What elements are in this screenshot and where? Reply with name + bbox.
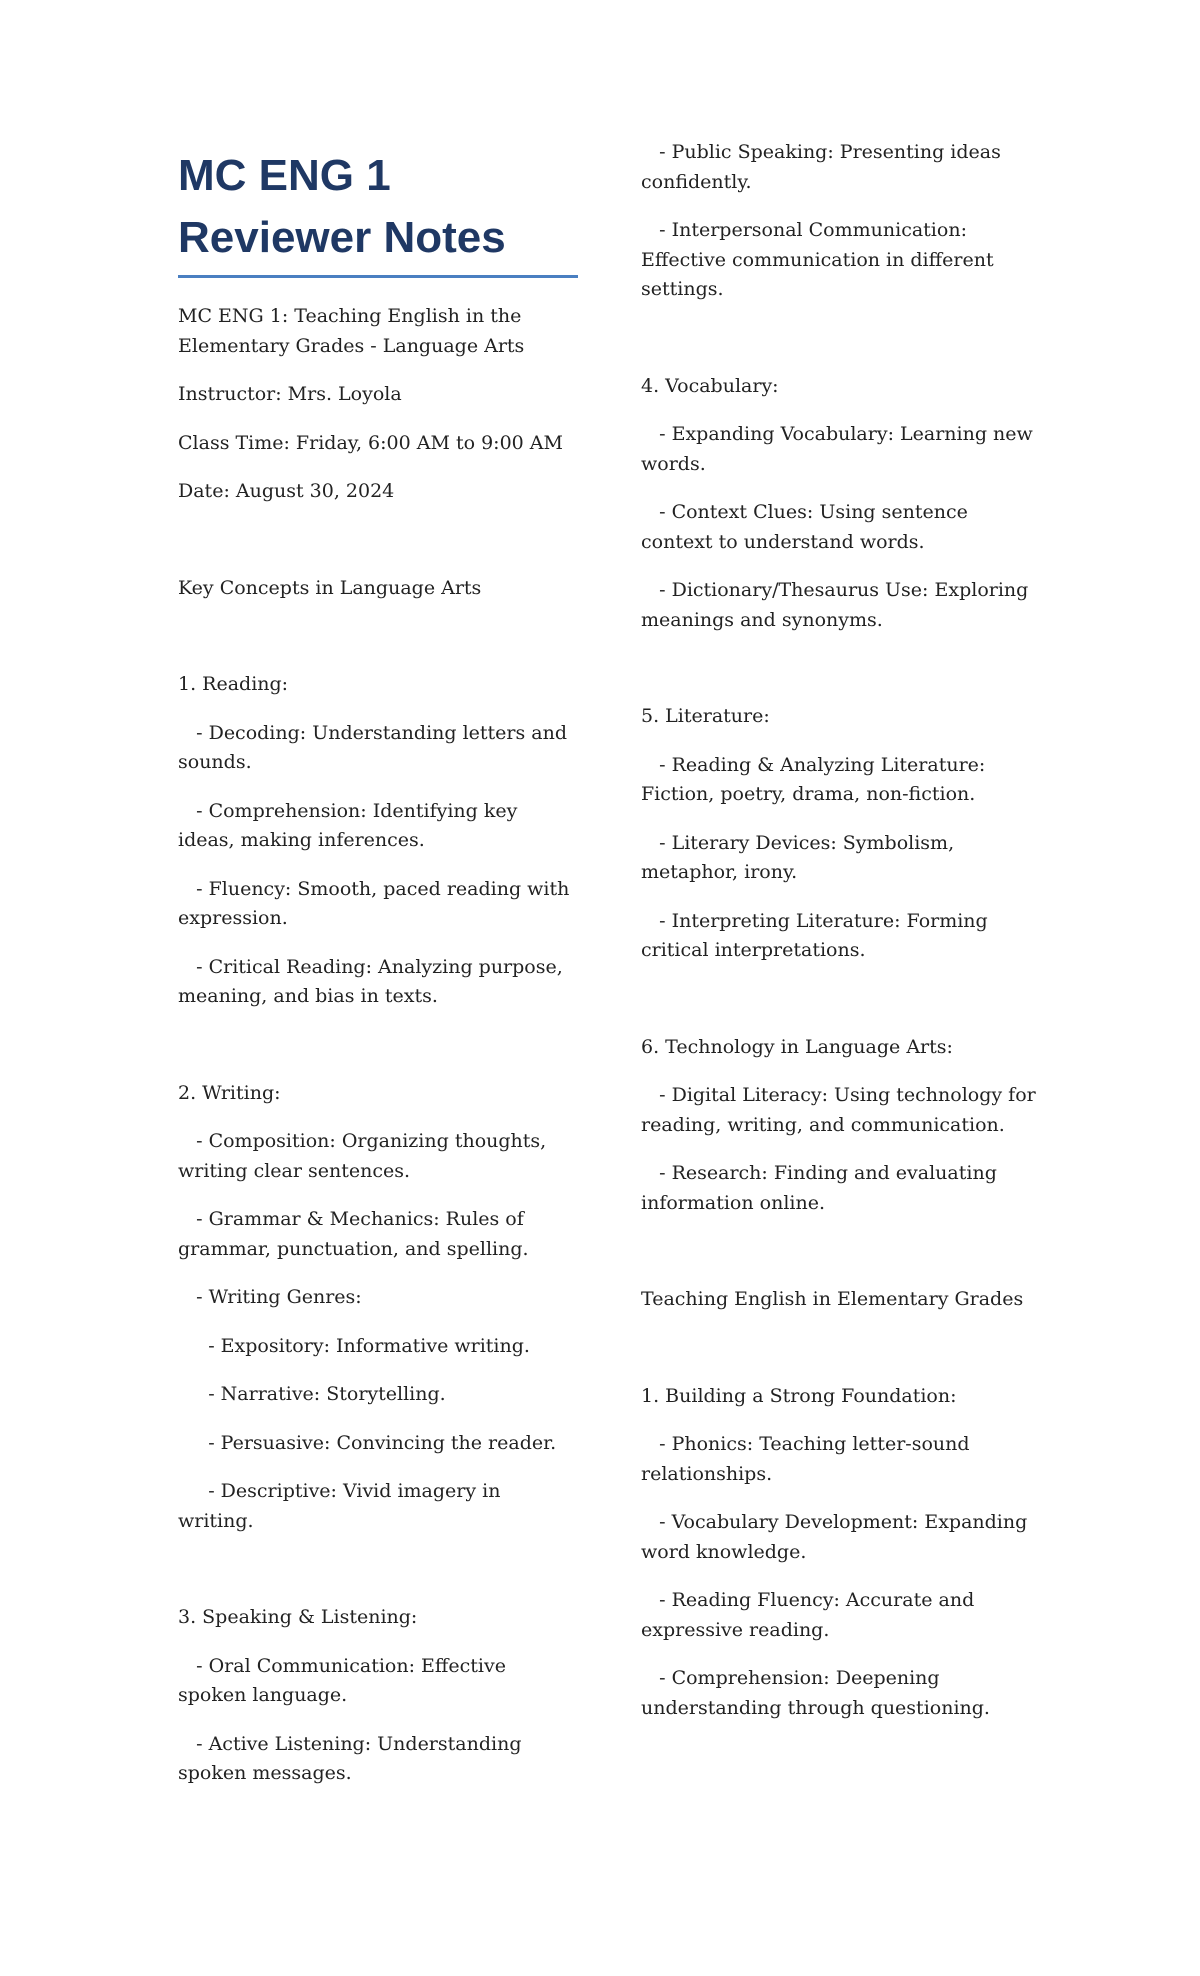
list-item: - Composition: Organizing thoughts, writing clear sentences. bbox=[178, 1130, 553, 1182]
section-heading-speaking: 3. Speaking & Listening: bbox=[178, 1606, 418, 1628]
list-item: - Public Speaking: Presenting ideas confidently. bbox=[641, 141, 1007, 193]
list-item: - Digital Literacy: Using technology for reading, writing, and communication. bbox=[641, 1084, 1042, 1136]
class-time-line: Class Time: Friday, 6:00 AM to 9:00 AM bbox=[178, 431, 563, 454]
list-item: - Writing Genres: bbox=[178, 1286, 362, 1308]
list-item: - Grammar & Mechanics: Rules of grammar, punctuation, and spelling. bbox=[178, 1208, 530, 1260]
list-item: - Critical Reading: Analyzing purpose, meaning, and bias in texts. bbox=[178, 955, 569, 1007]
list-item: - Active Listening: Understanding spoken messages. bbox=[178, 1732, 528, 1784]
left-column bbox=[178, 145, 578, 1808]
teaching-heading: Teaching English in Elementary Grades bbox=[641, 1288, 1024, 1310]
date-line: Date: August 30, 2024 bbox=[178, 480, 395, 502]
list-item: - Reading & Analyzing Literature: Fiction, poetry, drama, non-fiction. bbox=[641, 753, 992, 805]
list-item: - Oral Communication: Effective spoken language. bbox=[178, 1654, 513, 1706]
list-item: - Narrative: Storytelling. bbox=[178, 1383, 446, 1405]
section-heading-technology: 6. Technology in Language Arts: bbox=[641, 1035, 953, 1058]
instructor-line: Instructor: Mrs. Loyola bbox=[178, 383, 402, 405]
right-column bbox=[641, 138, 1041, 1742]
list-item: - Persuasive: Convincing the reader. bbox=[178, 1431, 557, 1454]
list-item: - Fluency: Smooth, paced reading with expression. bbox=[178, 877, 576, 929]
list-item: - Reading Fluency: Accurate and expressive reading. bbox=[641, 1589, 981, 1641]
list-item: - Descriptive: Vivid imagery in writing. bbox=[178, 1480, 507, 1532]
list-item: - Phonics: Teaching letter-sound relationships. bbox=[641, 1433, 976, 1485]
section-heading-vocabulary: 4. Vocabulary: bbox=[641, 374, 779, 397]
list-item: - Expository: Informative writing. bbox=[178, 1334, 530, 1357]
section-heading-foundation: 1. Building a Strong Foundation: bbox=[641, 1384, 957, 1407]
document-title: MC ENG 1 Reviewer Notes bbox=[178, 145, 578, 278]
list-item: - Research: Finding and evaluating information online. bbox=[641, 1162, 1003, 1214]
section-heading-reading: 1. Reading: bbox=[178, 673, 289, 695]
section-heading-writing: 2. Writing: bbox=[178, 1081, 281, 1104]
list-item: - Decoding: Understanding letters and sounds. bbox=[178, 721, 574, 773]
list-item: - Interpreting Literature: Forming critical interpretations. bbox=[641, 909, 994, 961]
course-line: MC ENG 1: Teaching English in the Elementary Grades - Language Arts bbox=[178, 305, 528, 357]
list-item: - Dictionary/Thesaurus Use: Exploring meanings and synonyms. bbox=[641, 579, 1035, 631]
list-item: - Context Clues: Using sentence context to understand words. bbox=[641, 501, 974, 553]
list-item: - Comprehension: Deepening understanding through questioning. bbox=[641, 1667, 990, 1719]
list-item: - Vocabulary Development: Expanding word knowledge. bbox=[641, 1511, 1034, 1563]
list-item: - Comprehension: Identifying key ideas, making inferences. bbox=[178, 799, 524, 851]
list-item: - Expanding Vocabulary: Learning new words. bbox=[641, 423, 1039, 475]
section-heading-literature: 5. Literature: bbox=[641, 705, 770, 727]
list-item: - Interpersonal Communication: Effective communication in different settings. bbox=[641, 219, 1000, 300]
key-concepts-heading: Key Concepts in Language Arts bbox=[178, 576, 482, 599]
list-item: - Literary Devices: Symbolism, metaphor, irony. bbox=[641, 831, 961, 883]
